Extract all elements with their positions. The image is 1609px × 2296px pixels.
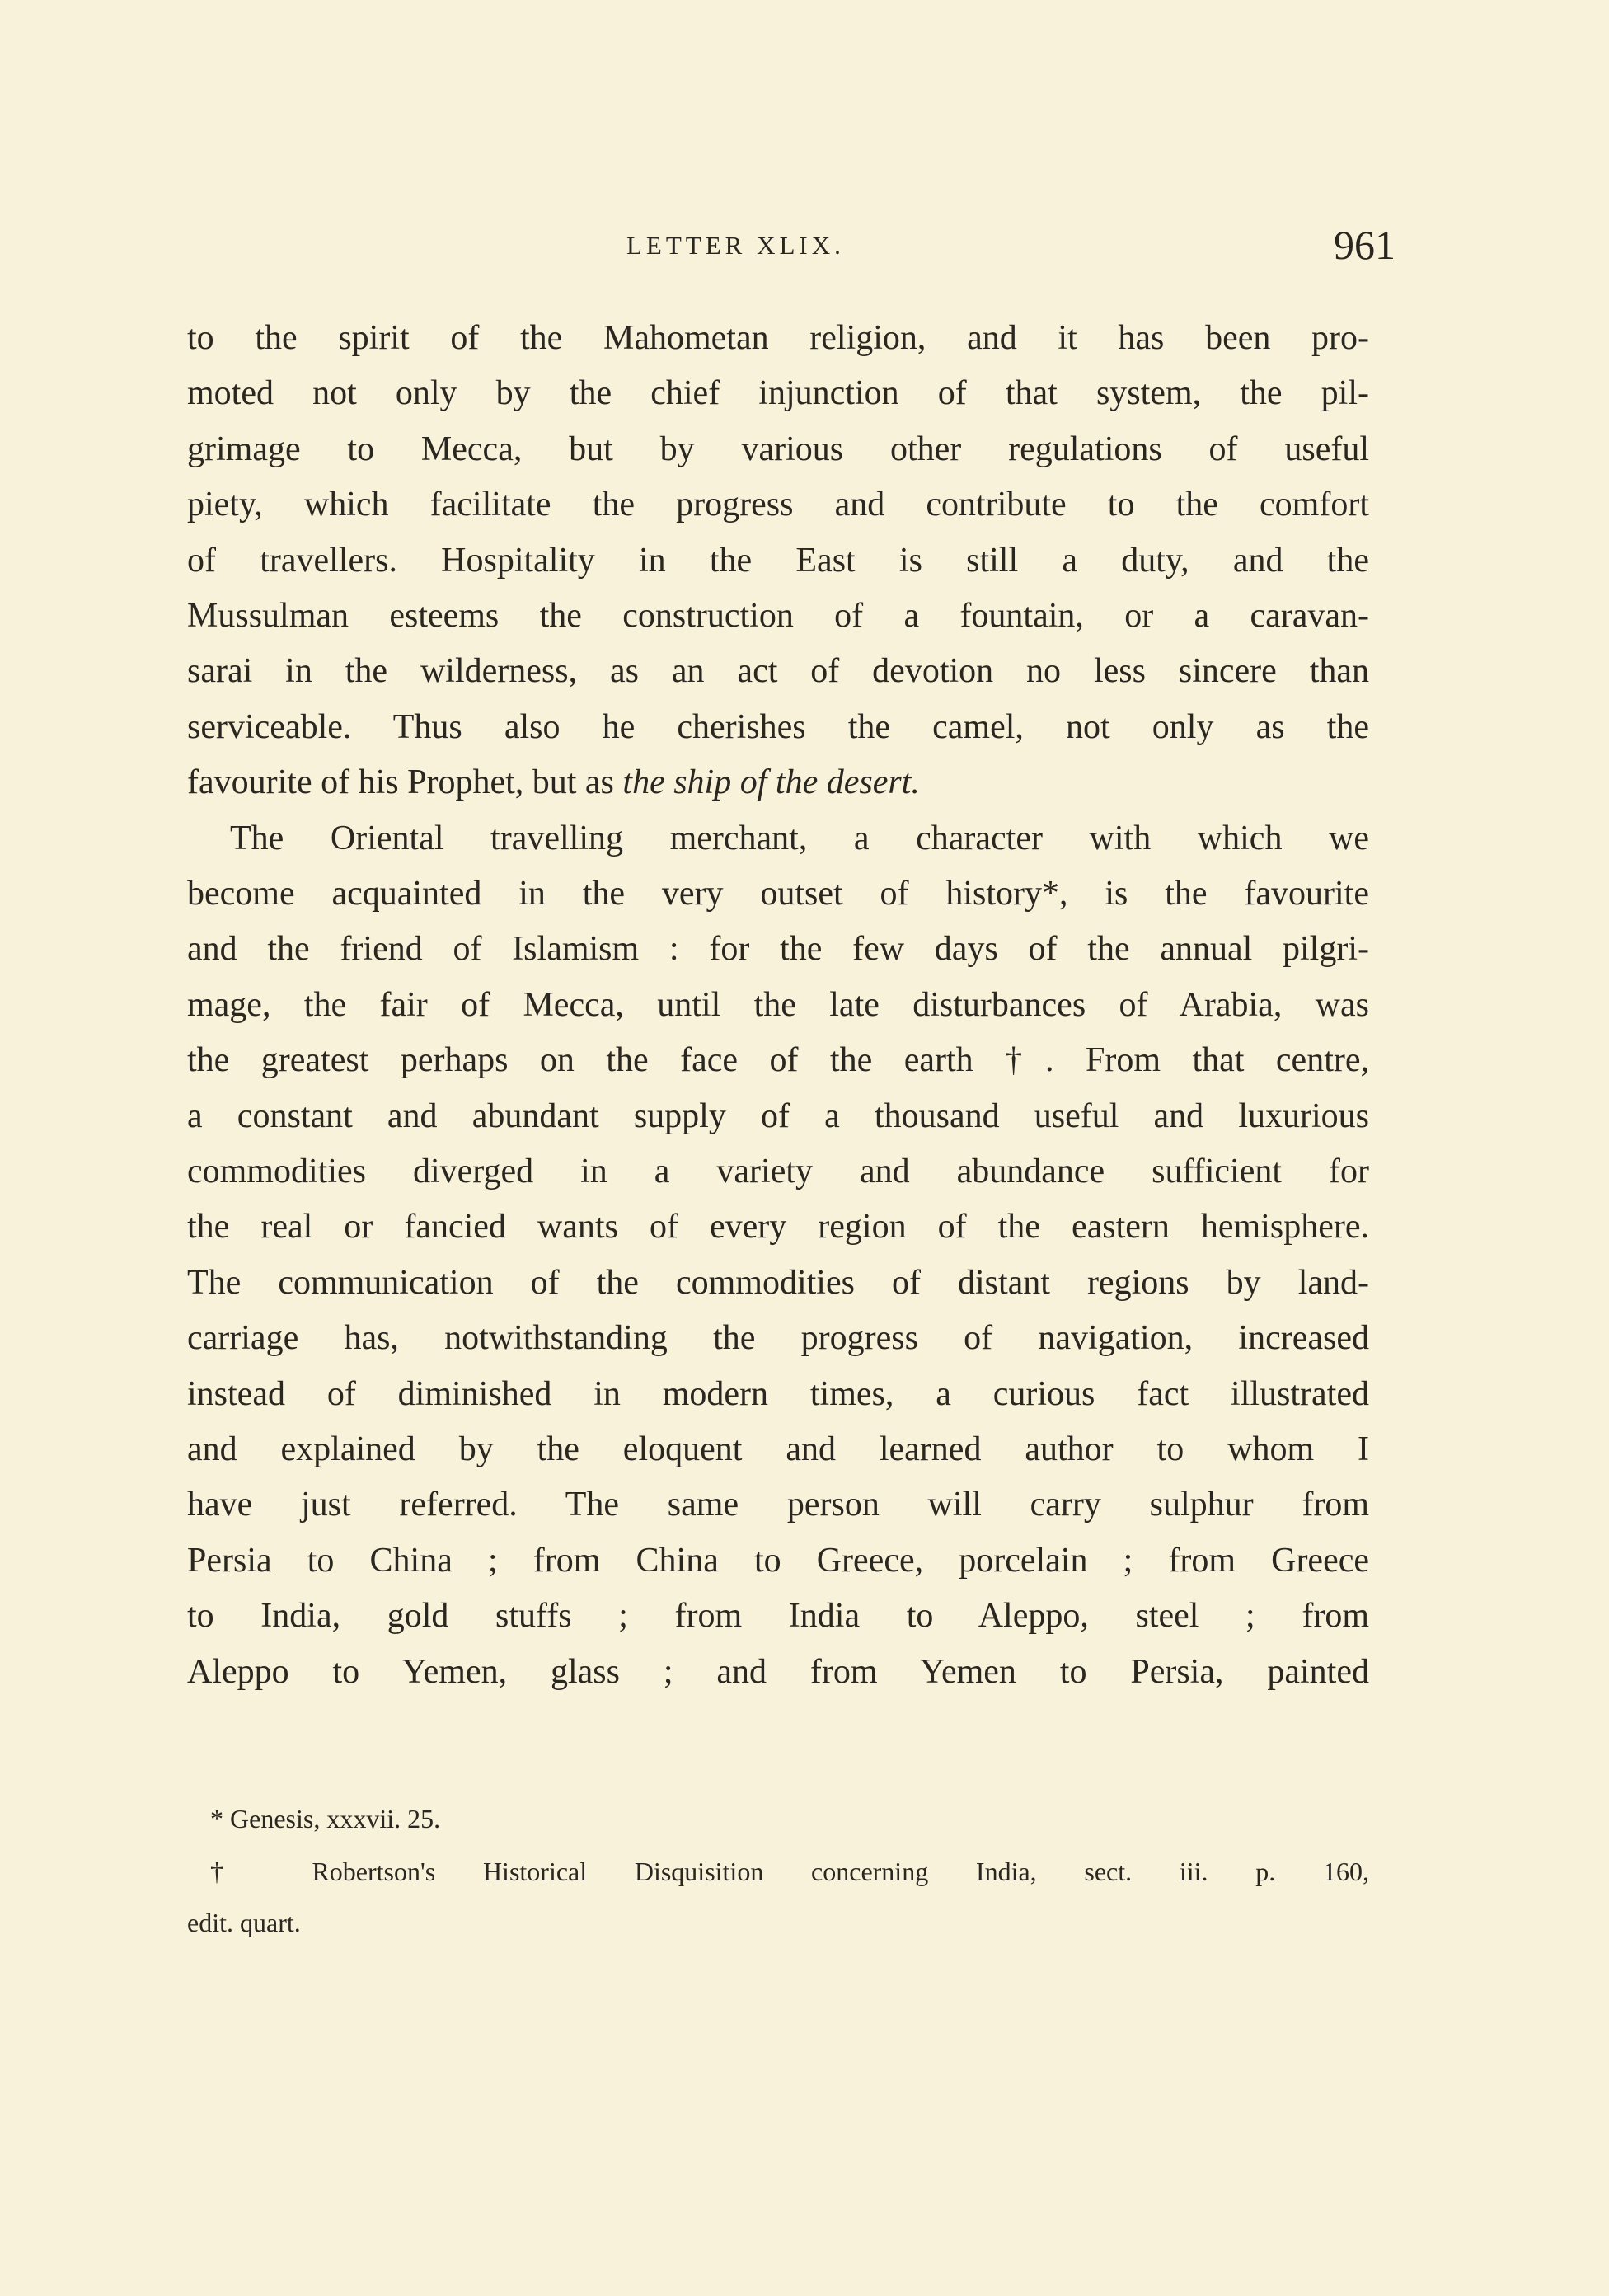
text-line <box>187 1040 1369 1081</box>
text-line <box>187 928 1369 970</box>
footnote-2-continued: edit. quart. <box>187 1908 301 1937</box>
page-number: 961 <box>1334 222 1396 268</box>
text-line-content: to the spirit of the Mahometan religion, and it has been pro- <box>187 319 1369 357</box>
text-line <box>187 873 1369 914</box>
text-line <box>187 1595 1369 1636</box>
text-line-content: commodities diverged in a variety and abundance sufficient for <box>187 1153 1369 1190</box>
text-line <box>187 650 1369 692</box>
text-line-content: piety, which facilitate the progress and contribute to the comfort <box>187 486 1369 524</box>
text-line <box>187 1540 1369 1581</box>
text-line <box>187 1096 1369 1137</box>
text-line <box>230 818 1369 859</box>
text-line-content: a constant and abundant supply of a thousand useful and luxurious <box>187 1096 1369 1135</box>
text-line-content: and the friend of Islamism : for the few days of the annual pilgri- <box>187 930 1369 969</box>
text-line <box>187 484 1369 525</box>
text-line <box>187 1651 1369 1693</box>
text-line-content: and explained by the eloquent and learned author to whom I <box>187 1430 1369 1468</box>
text-line <box>187 1262 1369 1303</box>
text-line-content: the greatest perhaps on the face of the earth †. From that centre, <box>187 1041 1369 1080</box>
text-line <box>187 540 1369 581</box>
text-line <box>187 317 1369 359</box>
text-line-content: have just referred. The same person will carry sulphur from <box>187 1486 1369 1524</box>
text-line-content: instead of diminished in modern times, a curious fact illustrated <box>187 1374 1369 1413</box>
text-line <box>187 984 1369 1026</box>
text-line <box>187 762 1369 803</box>
text-line-content: Aleppo to Yemen, glass ; and from Yemen to Persia, painted <box>187 1652 1369 1691</box>
text-line-content: mage, the fair of Mecca, until the late disturbances of Arabia, was <box>187 985 1369 1024</box>
text-line-content: sarai in the wilderness, as an act of devotion no less sincere than <box>187 652 1369 691</box>
text-line-content: to India, gold stuffs ; from India to Aleppo, steel ; from <box>187 1597 1369 1636</box>
text-line-content: serviceable. Thus also he cherishes the camel, not only as the <box>187 707 1369 746</box>
text-line <box>187 1373 1369 1415</box>
text-line <box>187 595 1369 636</box>
text-line-content: Mussulman esteems the construction of a fountain, or a caravan- <box>187 597 1369 635</box>
text-line-content: carriage has, notwithstanding the progress of navigation, increased <box>187 1319 1369 1358</box>
text-line <box>187 1484 1369 1525</box>
text-line-content: the real or fancied wants of every region of the eastern hemisphere. <box>187 1208 1369 1247</box>
footnote-1: * Genesis, xxxvii. 25. <box>210 1804 441 1834</box>
text-line <box>187 429 1369 470</box>
text-line <box>187 1317 1369 1359</box>
text-line-content: Persia to China ; from China to Greece, porcelain ; from Greece <box>187 1541 1369 1580</box>
running-title: LETTER XLIX. <box>626 231 845 260</box>
text-line <box>187 1429 1369 1470</box>
text-line-content: The Oriental travelling merchant, a character with which we <box>230 819 1369 857</box>
text-line <box>187 707 1369 748</box>
text-line-content: grimage to Mecca, but by various other regulations of useful <box>187 430 1369 468</box>
footnote-2: † Robertson's Historical Disquisition concerning India, sect. iii. p. 160, <box>210 1857 1369 1886</box>
text-line <box>187 1206 1369 1247</box>
text-line <box>187 1151 1369 1192</box>
text-line-content: of travellers. Hospitality in the East is still a duty, and the <box>187 541 1369 580</box>
italic-phrase: the ship of the desert. <box>622 763 920 802</box>
text-line <box>187 373 1369 414</box>
text-line-content: favourite of his Prophet, but as <box>187 763 623 802</box>
text-line-content: become acquainted in the very outset of history*, is the favourite <box>187 875 1369 913</box>
text-line-content: moted not only by the chief injunction of that system, the pil- <box>187 374 1369 413</box>
text-line-content: The communication of the commodities of distant regions by land- <box>187 1263 1369 1302</box>
